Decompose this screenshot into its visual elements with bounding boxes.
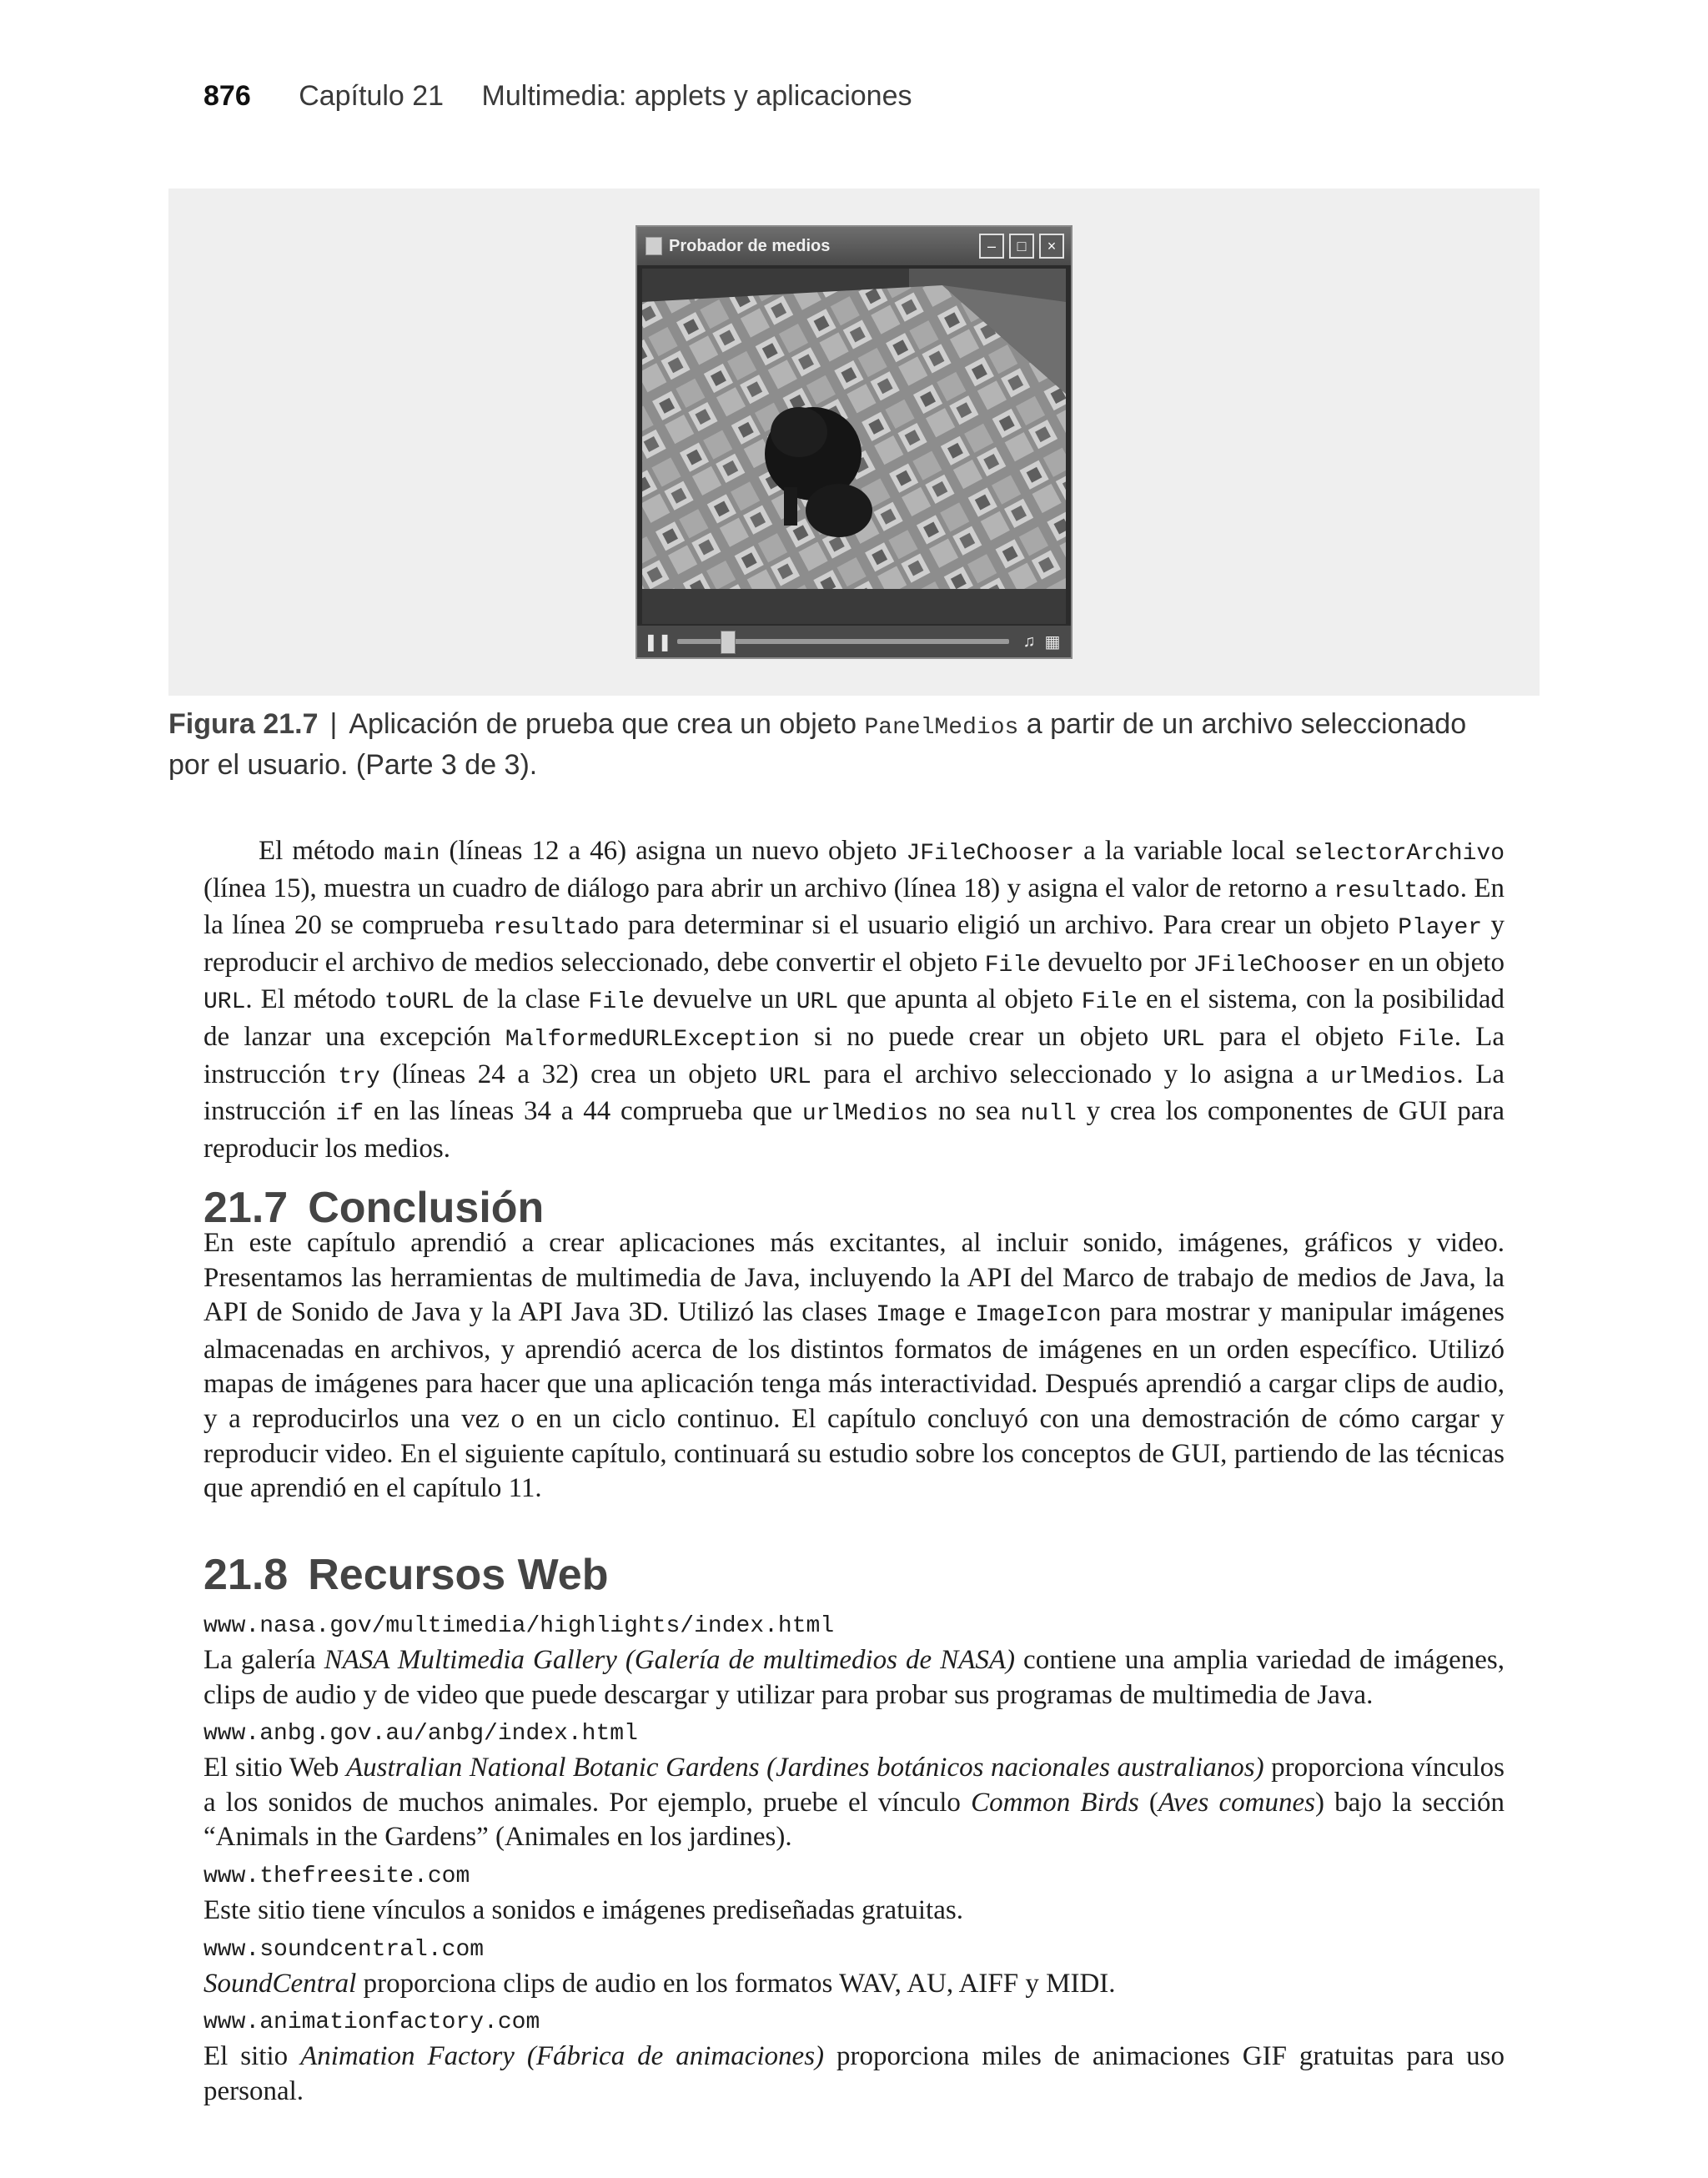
text-run: para el objeto — [1204, 1021, 1399, 1052]
text-run: y crea los componentes de GUI para reproducir los medios. — [203, 1096, 1505, 1164]
inline-code: File — [588, 989, 645, 1016]
text-run: para el archivo seleccionado y lo asigna a — [811, 1059, 1331, 1089]
italic-text: NASA Multimedia Gallery (Galería de multimedios de NASA) — [324, 1645, 1016, 1675]
media-control-bar — [637, 626, 1071, 657]
text-run: El sitio Web — [203, 1753, 346, 1783]
inline-code: URL — [796, 989, 839, 1016]
inline-code: urlMedios — [801, 1101, 929, 1128]
text-run: . La instrucción — [203, 1021, 1505, 1089]
caption-separator: | — [329, 708, 338, 740]
minimize-icon[interactable]: – — [979, 234, 1004, 259]
text-run: ) bajo la sección “Animals in the Gardens” (Animales en los jardines). — [203, 1787, 1505, 1853]
text-run: En este capítulo aprendió a crear aplicaciones más excitantes, al incluir sonido, imágenes, gráficos y video. Presentamos las herramientas de multimedia de Java, incluyendo la API del Marco de trabajo de medios de Java, la API de Sonido de Java y la API Java 3D. Utilizó las clases — [203, 1228, 1505, 1328]
video-frame — [642, 269, 1066, 624]
resource-description — [203, 2040, 1505, 2109]
inline-code: main — [384, 841, 440, 867]
italic-text: SoundCentral — [203, 1968, 357, 1999]
text-run: proporciona miles de animaciones GIF gratuitas para uso personal. — [203, 2041, 1505, 2106]
app-icon — [646, 237, 662, 255]
text-run: (líneas 12 a 46) asigna un nuevo objeto — [440, 836, 907, 866]
window-controls — [979, 234, 1064, 259]
section-heading-conclusion — [203, 1183, 544, 1233]
text-run: (línea 15), muestra un cuadro de diálogo para abrir un archivo (línea 18) y asigna el valor de retorno a — [203, 873, 1334, 903]
inline-code: URL — [1163, 1026, 1205, 1053]
text-run: en el sistema, con la posibilidad de lanzar una excepción — [203, 984, 1505, 1052]
resource-item — [203, 1860, 1505, 1929]
inline-code: if — [335, 1101, 364, 1128]
maximize-icon[interactable]: □ — [1009, 234, 1034, 259]
italic-text: Common Birds — [971, 1787, 1139, 1818]
text-run: . La instrucción — [203, 1059, 1505, 1127]
running-header — [203, 80, 912, 113]
inline-code: Player — [1398, 915, 1483, 942]
page-number: 876 — [203, 80, 251, 112]
text-run: ( — [1138, 1787, 1158, 1818]
intro-paragraph — [203, 834, 1505, 1166]
resource-description — [203, 1751, 1505, 1855]
italic-text: Australian National Botanic Gardens (Jardines botánicos nacionales australianos) — [345, 1753, 1264, 1783]
figure-caption — [168, 706, 1469, 783]
text-run: proporciona vínculos a los sonidos de muchos animales. Por ejemplo, pruebe el vínculo — [203, 1753, 1505, 1818]
text-run: . El método — [245, 984, 384, 1015]
resource-item — [203, 1934, 1505, 2002]
inline-code: File — [1081, 989, 1138, 1016]
text-run: en las líneas 34 a 44 comprueba que — [364, 1096, 802, 1127]
inline-code: URL — [769, 1064, 811, 1090]
resource-url[interactable]: www.thefreesite.com — [203, 1863, 470, 1889]
figure-label: Figura 21.7 — [168, 708, 319, 740]
section-number: 21.8 — [203, 1551, 289, 1599]
text-run: y reproducir el archivo de medios seleccionado, debe convertir el objeto — [203, 910, 1505, 978]
resource-description — [203, 1967, 1505, 2002]
text-run: para determinar si el usuario eligió un archivo. Para crear un objeto — [619, 910, 1399, 941]
resource-item — [203, 1718, 1505, 1855]
resource-item — [203, 1610, 1505, 1713]
section-number: 21.7 — [203, 1184, 289, 1232]
text-run: de la clase — [454, 984, 589, 1015]
inline-code: Image — [876, 1302, 947, 1329]
video-still-image — [642, 269, 1066, 589]
info-icon[interactable]: ▦ — [1044, 632, 1061, 651]
chapter-label: Capítulo 21 — [299, 80, 445, 112]
caption-code: PanelMedios — [864, 715, 1019, 741]
window-title-bar — [637, 227, 1071, 265]
inline-code: toURL — [384, 989, 455, 1016]
resource-description — [203, 1643, 1505, 1713]
text-run: . En la línea 20 se comprueba — [203, 873, 1505, 941]
text-run: El sitio — [203, 2041, 301, 2072]
italic-text: Animation Factory (Fábrica de animaciones) — [300, 2041, 825, 2072]
inline-code: null — [1020, 1101, 1077, 1128]
text-run: que apunta al objeto — [838, 984, 1082, 1015]
text-run: devuelto por — [1040, 947, 1193, 978]
caption-text-1: Aplicación de prueba que crea un objeto — [349, 708, 857, 740]
text-run: e — [946, 1297, 976, 1328]
text-run: contiene una amplia variedad de imágenes, clips de audio y de video que puede descargar y utilizar para probar sus programas de multimedia de Java. — [203, 1645, 1505, 1710]
text-run: (líneas 24 a 32) crea un objeto — [379, 1059, 770, 1089]
italic-text: Aves comunes — [1158, 1787, 1315, 1818]
inline-code: selectorArchivo — [1294, 841, 1505, 867]
caption-text-2: a partir de un archivo seleccionado por el usuario. (Parte 3 de 3). — [168, 708, 1467, 781]
resource-url[interactable]: www.nasa.gov/multimedia/highlights/index.html — [203, 1613, 835, 1639]
section-title: Recursos Web — [308, 1551, 609, 1599]
section-heading-web-resources — [203, 1550, 609, 1600]
inline-code: JFileChooser — [1193, 952, 1362, 978]
inline-code: File — [1398, 1026, 1454, 1053]
inline-code: urlMedios — [1330, 1064, 1457, 1090]
inline-code: File — [984, 952, 1041, 978]
resource-item — [203, 2006, 1505, 2109]
inline-code: URL — [203, 989, 246, 1016]
text-run: para mostrar y manipular imágenes almacenadas en archivos, y aprendió acerca de los distintos formatos de imágenes en un orden específico. Utilizó mapas de imágenes para hacer que una aplicación tenga más interactividad. Después aprendió a cargar clips de audio, y a reproducirlos una vez o en un ciclo continuo. El capítulo concluyó con una demostración de cómo cargar y reproducir video. En el siguiente capítulo, continuará su estudio sobre los conceptos de GUI, partiendo de las técnicas que aprendió en el capítulo 11. — [203, 1297, 1505, 1504]
inline-code: try — [338, 1064, 380, 1090]
media-tester-window — [635, 225, 1073, 659]
figure-panel — [168, 189, 1540, 696]
inline-code: resultado — [1334, 878, 1460, 904]
resource-description — [203, 1894, 1505, 1929]
text-run: Este sitio tiene vínculos a sonidos e imágenes prediseñadas gratuitas. — [203, 1894, 963, 1925]
position-slider[interactable] — [677, 639, 1009, 644]
inline-code: MalformedURLException — [505, 1026, 800, 1053]
text-run: en un objeto — [1361, 947, 1505, 978]
section-title: Conclusión — [308, 1184, 545, 1232]
text-run: si no puede crear un objeto — [799, 1021, 1163, 1052]
window-title: Probador de medios — [669, 236, 831, 255]
inline-code: resultado — [493, 915, 620, 942]
text-run: La galería — [203, 1645, 324, 1675]
inline-code: ImageIcon — [975, 1302, 1102, 1329]
text-run: no sea — [928, 1096, 1021, 1127]
slider-thumb[interactable] — [721, 631, 736, 654]
inline-code: JFileChooser — [906, 841, 1075, 867]
text-run: a la variable local — [1074, 836, 1294, 866]
resource-url[interactable]: www.anbg.gov.au/anbg/index.html — [203, 1721, 638, 1748]
resource-url[interactable]: www.soundcentral.com — [203, 1936, 485, 1963]
text-run: proporciona clips de audio en los formatos WAV, AU, AIFF y MIDI. — [356, 1968, 1116, 1999]
text-run: El método — [259, 836, 384, 866]
conclusion-paragraph — [203, 1226, 1505, 1506]
volume-icon[interactable]: ♫ — [1022, 631, 1036, 651]
web-resources-list — [203, 1605, 1505, 2110]
close-icon[interactable]: × — [1039, 234, 1064, 259]
text-run: devuelve un — [644, 984, 796, 1015]
resource-url[interactable]: www.animationfactory.com — [203, 2009, 540, 2036]
chapter-title: Multimedia: applets y aplicaciones — [481, 80, 912, 112]
pause-icon[interactable]: ❚❚ — [644, 632, 672, 651]
